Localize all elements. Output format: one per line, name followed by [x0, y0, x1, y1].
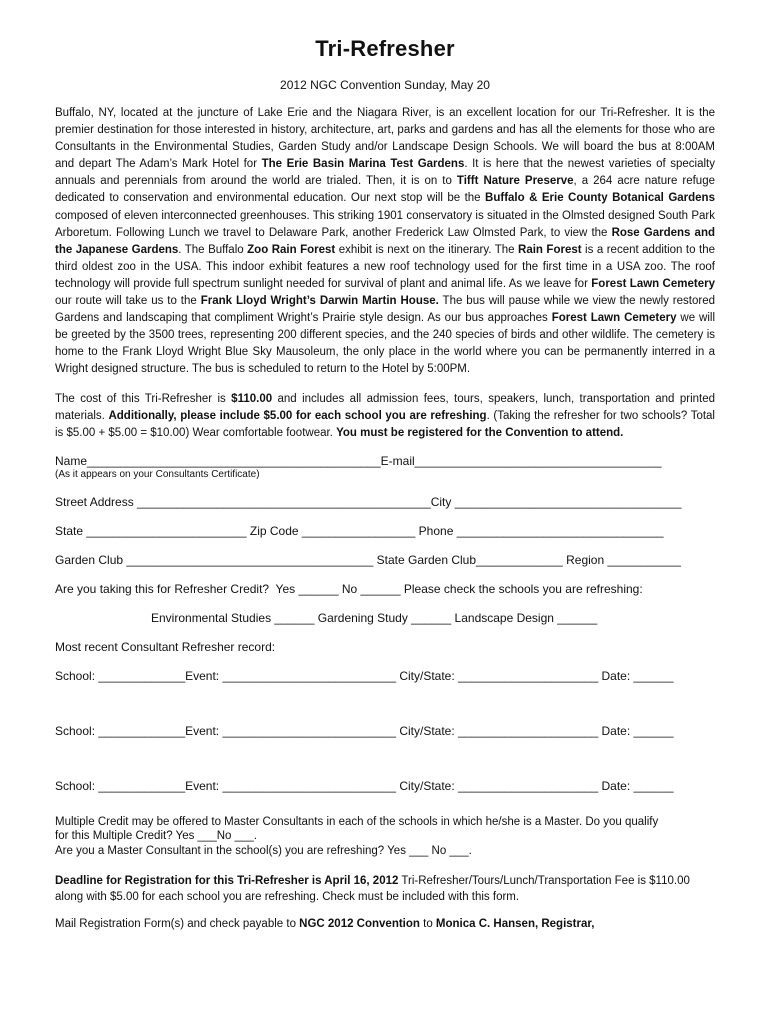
- itinerary-highlight: Rain Forest: [518, 243, 582, 256]
- itinerary-text: exhibit is next on the itinerary. The: [335, 243, 519, 256]
- deadline-text: Tri-Refresher/Tours/Lunch/Transportation Fee is $110.00 along with $5.00 for each school you are refreshing. Check must be included with this form.: [55, 875, 690, 904]
- mail-paragraph: [55, 917, 715, 932]
- street-city-field[interactable]: Street Address ____________________________________________City __________________________________: [55, 494, 682, 509]
- school-checkboxes[interactable]: Environmental Studies ______ Gardening Study ______ Landscape Design ______: [151, 610, 598, 625]
- deadline-highlight: Deadline for Registration for this Tri-Refresher is April 16, 2012: [55, 875, 399, 888]
- itinerary-text: Buffalo, NY, located at the juncture of Lake Erie and the Niagara River, is an excellent location for our Tri-Refresher. It is the premier destination for those interested in history, architecture, art, parks and gardens and has all the elements for those who are Consultants in the Environmental Studies, Garden Study and/or Landscape Design Schools. We will board the bus at 8:00AM and depart The Adam’s Mark Hotel for: [55, 107, 715, 171]
- mail-highlight: NGC 2012 Convention: [299, 918, 420, 931]
- multiple-credit-field[interactable]: for this Multiple Credit? Yes ___No ___.: [55, 830, 258, 843]
- mail-highlight: Monica C. Hansen, Registrar,: [435, 918, 595, 931]
- itinerary-highlight: The Erie Basin Marina Test Gardens: [261, 158, 465, 171]
- cost-paragraph: [55, 391, 715, 442]
- itinerary-highlight: Buffalo & Erie County Botanical Gardens: [485, 192, 715, 205]
- itinerary-highlight: Rose Gardens and the Japanese Gardens: [55, 226, 715, 256]
- itinerary-text: our route will take us to the: [55, 295, 201, 308]
- itinerary-highlight: Forest Lawn Cemetery: [551, 312, 677, 325]
- multiple-credit-line: Multiple Credit may be offered to Master Consultants in each of the schools in which he/she is a Master. Do you qualify: [55, 815, 659, 828]
- itinerary-highlight: Frank Lloyd Wright’s Darwin Martin House.: [200, 295, 439, 308]
- record-row[interactable]: School: _____________Event: __________________________ City/State: _____________________ Date: ______: [55, 723, 674, 738]
- document-page: [55, 36, 715, 932]
- state-zip-phone-field[interactable]: State ________________________ Zip Code _________________ Phone _______________________________: [55, 523, 664, 538]
- itinerary-paragraph: [55, 105, 715, 379]
- cost-highlight: $110.00: [231, 392, 273, 405]
- itinerary-highlight: Tifft Nature Preserve: [456, 175, 574, 188]
- record-row[interactable]: School: _____________Event: __________________________ City/State: _____________________ Date: ______: [55, 668, 674, 683]
- master-consultant-field[interactable]: Are you a Master Consultant in the school(s) you are refreshing? Yes ___ No ___.: [55, 844, 472, 857]
- cost-text: The cost of this Tri-Refresher is: [55, 392, 232, 405]
- multiple-credit-section: [55, 815, 715, 859]
- page-title: Tri-Refresher: [315, 36, 455, 61]
- itinerary-text: The bus will pause while we view the newly restored Gardens and landscaping that compliment Wright’s Prairie style design. As our bus approaches: [55, 295, 715, 325]
- deadline-paragraph: [55, 873, 715, 905]
- mail-text: Mail Registration Form(s) and check payable to: [55, 918, 300, 931]
- cost-text: . (Taking the refresher for two schools? Total is $5.00 + $5.00 = $10.00) Wear comfortable footwear.: [55, 409, 715, 439]
- record-label: Most recent Consultant Refresher record:: [55, 639, 276, 654]
- refresher-credit-field[interactable]: Are you taking this for Refresher Credit? Yes ______ No ______ Please check the schools you are refreshing:: [55, 581, 643, 596]
- cost-text: and includes all admission fees, tours, speakers, lunch, transportation and printed materials.: [55, 392, 716, 422]
- record-row[interactable]: School: _____________Event: __________________________ City/State: _____________________ Date: ______: [55, 778, 674, 793]
- itinerary-text: . It is here that the newest varieties of specialty annuals and perennials from around the world are trialed. Then, it is on to: [55, 158, 715, 188]
- mail-text: to: [419, 918, 436, 931]
- itinerary-text: is a recent addition to the third oldest zoo in the USA. This indoor exhibit features a new roof technology used for the first time in a USA zoo. The roof technology will provide full spectrum sunlight needed for survival of plant and animal life. As we leave for: [55, 243, 715, 290]
- name-email-field[interactable]: Name____________________________________________E-mail_____________________________________: [55, 453, 662, 468]
- itinerary-highlight: Zoo Rain Forest: [247, 243, 336, 256]
- itinerary-text: composed of eleven interconnected greenhouses. This striking 1901 conservatory is situated in the Olmsted designed South Park Arboretum. Following Lunch we travel to Delaware Park, another Frederick Law Olmsted Park, to view the: [55, 209, 715, 239]
- itinerary-text: , a 264 acre nature refuge dedicated to conservation and environmental education. Our next stop will be the: [55, 175, 715, 205]
- page-subtitle: 2012 NGC Convention Sunday, May 20: [280, 78, 490, 92]
- itinerary-highlight: Forest Lawn Cemetery: [591, 277, 715, 290]
- name-note: (As it appears on your Consultants Certificate): [55, 468, 260, 480]
- cost-highlight: You must be registered for the Convention to attend.: [336, 426, 624, 439]
- itinerary-text: . The Buffalo: [178, 243, 248, 256]
- itinerary-text: we will be greeted by the 3500 trees, representing 200 different species, and the 240 species of birds and other wildlife. The cemetery is home to the Frank Lloyd Wright Blue Sky Mausoleum, the only place in the world where you can be permanently interred in a Wright designed structure. The bus is scheduled to return to the Hotel by 5:00PM.: [55, 312, 716, 376]
- cost-highlight: Additionally, please include $5.00 for each school you are refreshing: [108, 409, 487, 422]
- garden-club-field[interactable]: Garden Club _____________________________________ State Garden Club_____________ Region ___________: [55, 552, 681, 567]
